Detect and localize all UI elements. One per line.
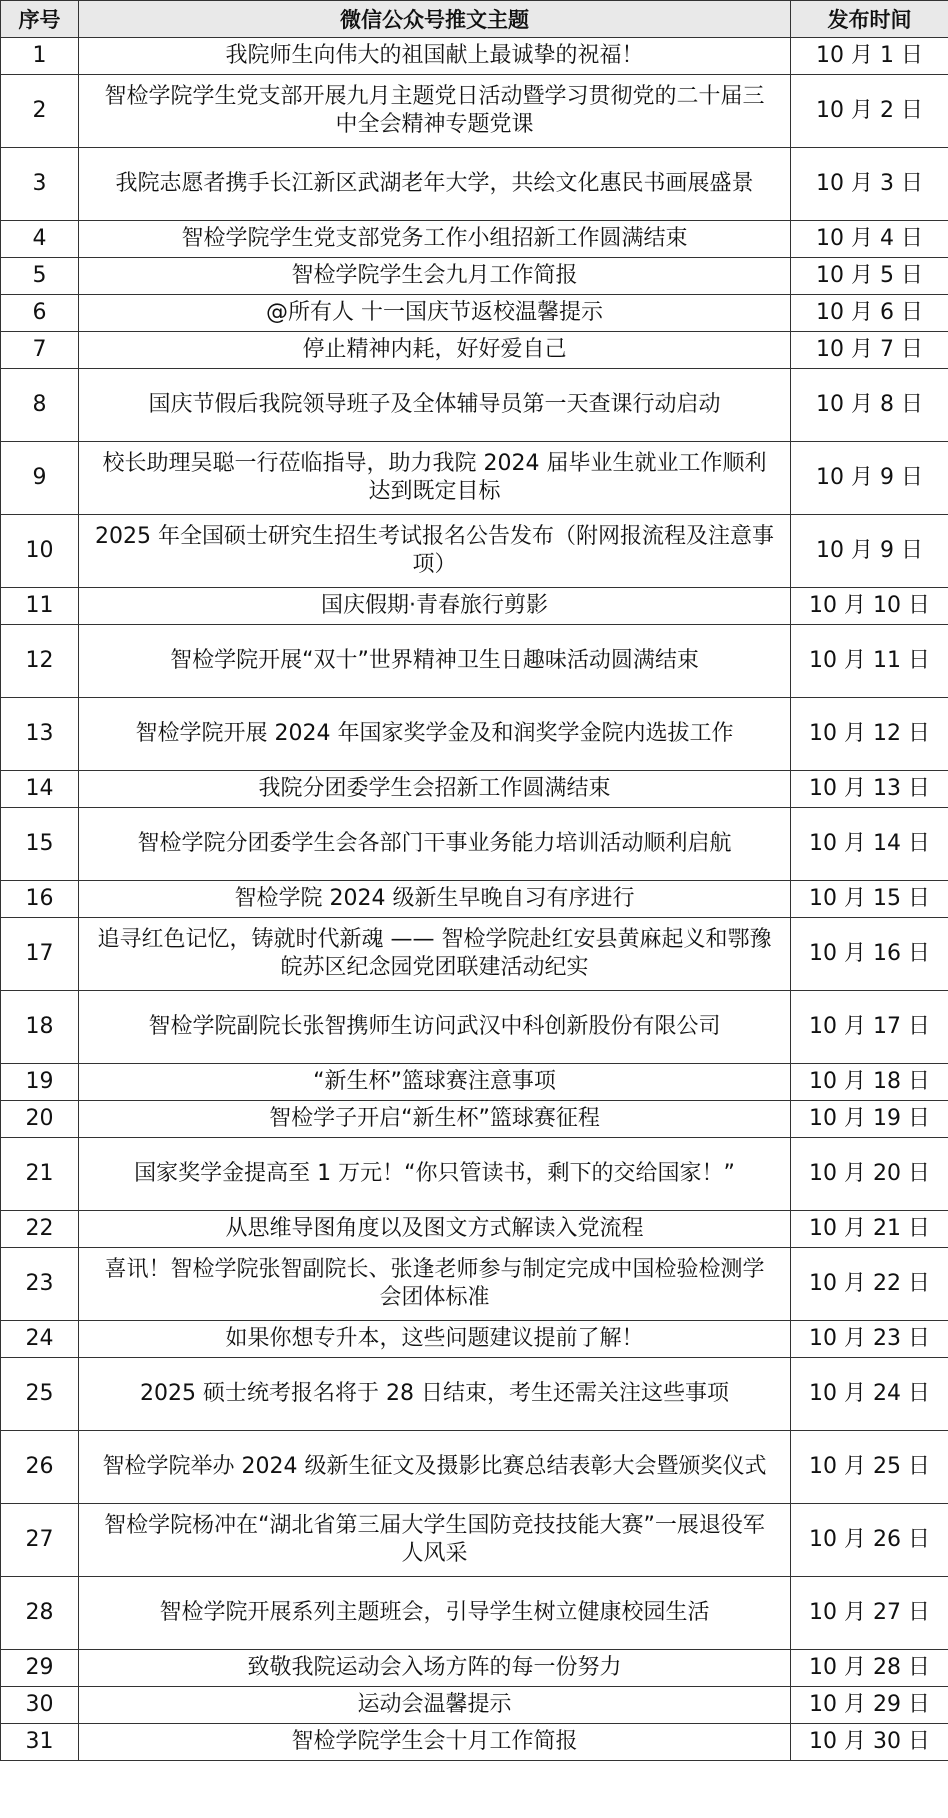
table-row xyxy=(1,1138,948,1211)
table-row xyxy=(1,1321,948,1358)
table-row xyxy=(1,881,948,918)
row-index: 30 xyxy=(1,1687,79,1724)
row-title: 智检学院开展 2024 年国家奖学金及和润奖学金院内选拔工作 xyxy=(79,698,791,771)
table-row xyxy=(1,1064,948,1101)
row-index: 10 xyxy=(1,515,79,588)
row-index: 7 xyxy=(1,332,79,369)
row-index: 6 xyxy=(1,295,79,332)
row-index: 8 xyxy=(1,369,79,442)
row-title: 智检学院杨冲在“湖北省第三届大学生国防竞技技能大赛”一展退役军人风采 xyxy=(79,1504,791,1577)
row-date: 10 月 1 日 xyxy=(791,38,948,75)
row-index: 21 xyxy=(1,1138,79,1211)
row-title: 2025 硕士统考报名将于 28 日结束，考生还需关注这些事项 xyxy=(79,1358,791,1431)
row-date: 10 月 7 日 xyxy=(791,332,948,369)
row-title: 智检学院学生会十月工作简报 xyxy=(79,1724,791,1761)
row-index: 31 xyxy=(1,1724,79,1761)
row-index: 24 xyxy=(1,1321,79,1358)
table-row xyxy=(1,625,948,698)
row-index: 20 xyxy=(1,1101,79,1138)
row-date: 10 月 22 日 xyxy=(791,1248,948,1321)
row-index: 9 xyxy=(1,442,79,515)
table-row xyxy=(1,295,948,332)
row-index: 29 xyxy=(1,1650,79,1687)
row-date: 10 月 30 日 xyxy=(791,1724,948,1761)
table-row xyxy=(1,991,948,1064)
row-title: 追寻红色记忆，铸就时代新魂 —— 智检学院赴红安县黄麻起义和鄂豫皖苏区纪念园党团联建活动纪实 xyxy=(79,918,791,991)
row-index: 22 xyxy=(1,1211,79,1248)
row-title: 智检学院开展系列主题班会，引导学生树立健康校园生活 xyxy=(79,1577,791,1650)
table-row xyxy=(1,1431,948,1504)
row-title: 校长助理吴聪一行莅临指导，助力我院 2024 届毕业生就业工作顺利达到既定目标 xyxy=(79,442,791,515)
row-title: 智检学院副院长张智携师生访问武汉中科创新股份有限公司 xyxy=(79,991,791,1064)
row-date: 10 月 2 日 xyxy=(791,75,948,148)
table-row xyxy=(1,1687,948,1724)
row-date: 10 月 27 日 xyxy=(791,1577,948,1650)
row-title: 智检学院学生党支部党务工作小组招新工作圆满结束 xyxy=(79,221,791,258)
row-index: 14 xyxy=(1,771,79,808)
row-index: 13 xyxy=(1,698,79,771)
table-row xyxy=(1,332,948,369)
row-title: 我院师生向伟大的祖国献上最诚挚的祝福！ xyxy=(79,38,791,75)
row-date: 10 月 24 日 xyxy=(791,1358,948,1431)
row-index: 25 xyxy=(1,1358,79,1431)
table-row xyxy=(1,75,948,148)
header-date: 发布时间 xyxy=(791,1,948,38)
row-title: 国庆假期·青春旅行剪影 xyxy=(79,588,791,625)
table-row xyxy=(1,258,948,295)
table-row xyxy=(1,771,948,808)
table-row xyxy=(1,38,948,75)
row-date: 10 月 17 日 xyxy=(791,991,948,1064)
row-title: 智检学子开启“新生杯”篮球赛征程 xyxy=(79,1101,791,1138)
row-date: 10 月 19 日 xyxy=(791,1101,948,1138)
table-row xyxy=(1,918,948,991)
table-row xyxy=(1,1211,948,1248)
row-date: 10 月 13 日 xyxy=(791,771,948,808)
table-row xyxy=(1,698,948,771)
row-title: 运动会温馨提示 xyxy=(79,1687,791,1724)
table-row xyxy=(1,588,948,625)
row-date: 10 月 6 日 xyxy=(791,295,948,332)
row-date: 10 月 21 日 xyxy=(791,1211,948,1248)
row-date: 10 月 9 日 xyxy=(791,442,948,515)
row-title: 喜讯！智检学院张智副院长、张逢老师参与制定完成中国检验检测学会团体标准 xyxy=(79,1248,791,1321)
table-row xyxy=(1,442,948,515)
table-row xyxy=(1,1504,948,1577)
row-date: 10 月 14 日 xyxy=(791,808,948,881)
row-date: 10 月 20 日 xyxy=(791,1138,948,1211)
row-index: 3 xyxy=(1,148,79,221)
row-title: 我院志愿者携手长江新区武湖老年大学，共绘文化惠民书画展盛景 xyxy=(79,148,791,221)
row-date: 10 月 9 日 xyxy=(791,515,948,588)
row-title: 国庆节假后我院领导班子及全体辅导员第一天查课行动启动 xyxy=(79,369,791,442)
table-row xyxy=(1,1577,948,1650)
row-index: 12 xyxy=(1,625,79,698)
row-title: 智检学院分团委学生会各部门干事业务能力培训活动顺利启航 xyxy=(79,808,791,881)
row-date: 10 月 15 日 xyxy=(791,881,948,918)
table-row xyxy=(1,369,948,442)
row-date: 10 月 10 日 xyxy=(791,588,948,625)
row-index: 16 xyxy=(1,881,79,918)
table-row xyxy=(1,1101,948,1138)
row-title: 从思维导图角度以及图文方式解读入党流程 xyxy=(79,1211,791,1248)
row-date: 10 月 5 日 xyxy=(791,258,948,295)
row-index: 26 xyxy=(1,1431,79,1504)
row-date: 10 月 28 日 xyxy=(791,1650,948,1687)
row-title: 智检学院开展“双十”世界精神卫生日趣味活动圆满结束 xyxy=(79,625,791,698)
table-header-row xyxy=(1,1,948,38)
table-row xyxy=(1,221,948,258)
row-date: 10 月 29 日 xyxy=(791,1687,948,1724)
row-index: 5 xyxy=(1,258,79,295)
row-title: 国家奖学金提高至 1 万元！“你只管读书，剩下的交给国家！” xyxy=(79,1138,791,1211)
row-title: 智检学院学生会九月工作简报 xyxy=(79,258,791,295)
row-title: 智检学院学生党支部开展九月主题党日活动暨学习贯彻党的二十届三中全会精神专题党课 xyxy=(79,75,791,148)
table-body xyxy=(1,38,948,1761)
table-row xyxy=(1,1248,948,1321)
row-date: 10 月 11 日 xyxy=(791,625,948,698)
table-row xyxy=(1,1358,948,1431)
row-date: 10 月 4 日 xyxy=(791,221,948,258)
table-row xyxy=(1,515,948,588)
row-title: 2025 年全国硕士研究生招生考试报名公告发布（附网报流程及注意事项） xyxy=(79,515,791,588)
row-index: 27 xyxy=(1,1504,79,1577)
row-date: 10 月 18 日 xyxy=(791,1064,948,1101)
table-row xyxy=(1,1650,948,1687)
row-index: 2 xyxy=(1,75,79,148)
row-date: 10 月 3 日 xyxy=(791,148,948,221)
row-index: 19 xyxy=(1,1064,79,1101)
row-date: 10 月 8 日 xyxy=(791,369,948,442)
row-index: 18 xyxy=(1,991,79,1064)
row-index: 28 xyxy=(1,1577,79,1650)
row-title: 我院分团委学生会招新工作圆满结束 xyxy=(79,771,791,808)
row-title: 如果你想专升本，这些问题建议提前了解！ xyxy=(79,1321,791,1358)
row-index: 17 xyxy=(1,918,79,991)
row-title: @所有人 十一国庆节返校温馨提示 xyxy=(79,295,791,332)
row-index: 23 xyxy=(1,1248,79,1321)
row-title: 智检学院 2024 级新生早晚自习有序进行 xyxy=(79,881,791,918)
row-title: 停止精神内耗，好好爱自己 xyxy=(79,332,791,369)
row-date: 10 月 16 日 xyxy=(791,918,948,991)
row-index: 11 xyxy=(1,588,79,625)
table-row xyxy=(1,808,948,881)
row-index: 1 xyxy=(1,38,79,75)
row-title: 致敬我院运动会入场方阵的每一份努力 xyxy=(79,1650,791,1687)
table-row xyxy=(1,1724,948,1761)
header-index: 序号 xyxy=(1,1,79,38)
row-title: 智检学院举办 2024 级新生征文及摄影比赛总结表彰大会暨颁奖仪式 xyxy=(79,1431,791,1504)
row-date: 10 月 23 日 xyxy=(791,1321,948,1358)
row-date: 10 月 12 日 xyxy=(791,698,948,771)
row-title: “新生杯”篮球赛注意事项 xyxy=(79,1064,791,1101)
row-index: 4 xyxy=(1,221,79,258)
header-title: 微信公众号推文主题 xyxy=(79,1,791,38)
table-row xyxy=(1,148,948,221)
row-date: 10 月 26 日 xyxy=(791,1504,948,1577)
row-index: 15 xyxy=(1,808,79,881)
row-date: 10 月 25 日 xyxy=(791,1431,948,1504)
